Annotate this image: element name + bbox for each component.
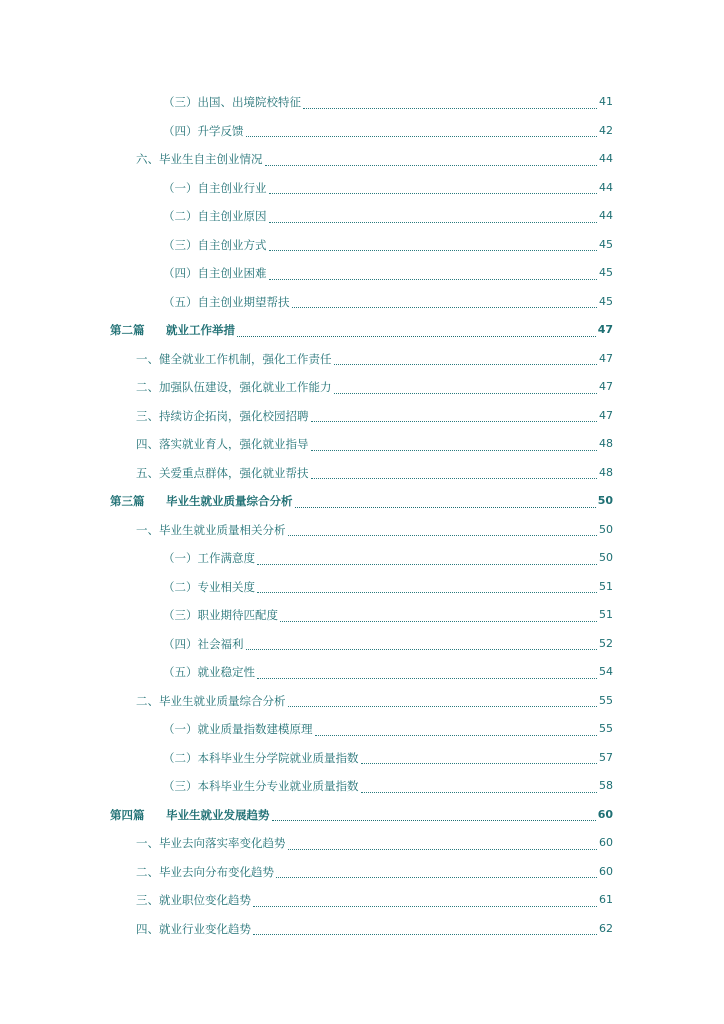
toc-entry-title: （五）自主创业期望帮扶	[163, 294, 290, 309]
toc-page-number: 44	[599, 152, 613, 166]
toc-entry-title: 五、关爱重点群体，强化就业帮扶	[136, 465, 309, 480]
toc-entry[interactable]	[0, 145, 613, 174]
toc-entry[interactable]	[0, 772, 613, 801]
toc-entry[interactable]	[0, 288, 613, 317]
toc-entry[interactable]	[0, 915, 613, 944]
toc-entry[interactable]	[0, 516, 613, 545]
toc-entry-title: 一、健全就业工作机制，强化工作责任	[136, 351, 332, 366]
dot-leader	[237, 326, 596, 337]
dot-leader	[269, 183, 598, 194]
toc-entry-title	[110, 808, 270, 822]
toc-entry[interactable]	[0, 88, 613, 117]
toc-page-number: 47	[599, 351, 613, 365]
toc-page-number: 48	[599, 437, 613, 451]
toc-entry[interactable]	[0, 858, 613, 887]
toc-entry[interactable]	[0, 601, 613, 630]
toc-part-title: 毕业生就业发展趋势	[166, 807, 270, 822]
toc-page-number: 54	[599, 665, 613, 679]
toc-entry-title: （三）本科毕业生分专业就业质量指数	[163, 779, 359, 794]
toc-entry-title: 二、毕业去向分布变化趋势	[136, 864, 274, 879]
toc-part-title: 就业工作举措	[166, 323, 235, 338]
dot-leader	[295, 497, 596, 508]
toc-entry-title: （五）就业稳定性	[163, 665, 255, 680]
toc-entry-title: （二）自主创业原因	[163, 209, 267, 224]
toc-page-number: 44	[599, 209, 613, 223]
toc-page-number: 48	[599, 465, 613, 479]
dot-leader	[311, 440, 598, 451]
toc-entry[interactable]	[0, 117, 613, 146]
dot-leader	[257, 668, 597, 679]
toc-entry[interactable]	[0, 886, 613, 915]
toc-entry[interactable]	[0, 687, 613, 716]
toc-page-number: 45	[599, 294, 613, 308]
dot-leader	[257, 582, 597, 593]
toc-entry[interactable]	[0, 459, 613, 488]
toc-page-number: 62	[599, 921, 613, 935]
toc-page-number: 51	[599, 579, 613, 593]
toc-entry[interactable]	[0, 801, 613, 830]
toc-entry[interactable]	[0, 231, 613, 260]
dot-leader	[311, 411, 598, 422]
toc-entry[interactable]	[0, 630, 613, 659]
toc-entry-title	[110, 494, 293, 508]
toc-page-number: 47	[597, 323, 613, 337]
toc-entry-title: （四）自主创业困难	[163, 266, 267, 281]
toc-entry[interactable]	[0, 345, 613, 374]
dot-leader	[253, 924, 597, 935]
toc-entry-title: （三）出国、出境院校特征	[163, 95, 301, 110]
dot-leader	[288, 839, 598, 850]
toc-page-number: 60	[599, 836, 613, 850]
toc-page-number: 47	[599, 380, 613, 394]
toc-entry[interactable]	[0, 744, 613, 773]
dot-leader	[280, 611, 597, 622]
toc-part-number: 第二篇	[110, 323, 145, 338]
toc-entry-title: 四、就业行业变化趋势	[136, 921, 251, 936]
dot-leader	[269, 240, 598, 251]
toc-entry[interactable]	[0, 487, 613, 516]
dot-leader	[334, 383, 598, 394]
dot-leader	[276, 867, 597, 878]
dot-leader	[257, 554, 597, 565]
toc-part-number: 第四篇	[110, 807, 145, 822]
toc-entry[interactable]	[0, 316, 613, 345]
dot-leader	[288, 525, 598, 536]
dot-leader	[292, 297, 598, 308]
toc-page-number: 51	[599, 608, 613, 622]
toc-entry-title: 三、持续访企拓岗，强化校园招聘	[136, 408, 309, 423]
dot-leader	[246, 639, 598, 650]
toc-page-number: 50	[599, 522, 613, 536]
dot-leader	[334, 354, 598, 365]
toc-page-number: 41	[599, 95, 613, 109]
toc-entry-title: （一）就业质量指数建模原理	[163, 722, 313, 737]
dot-leader	[288, 696, 598, 707]
toc-entry[interactable]	[0, 259, 613, 288]
dot-leader	[311, 468, 598, 479]
toc-page-number: 60	[597, 807, 613, 821]
toc-page-number: 61	[599, 893, 613, 907]
toc-page-number: 44	[599, 180, 613, 194]
toc-entry-title: （三）自主创业方式	[163, 237, 267, 252]
toc-entry-title: 一、毕业去向落实率变化趋势	[136, 836, 286, 851]
dot-leader	[303, 98, 597, 109]
toc-entry[interactable]	[0, 658, 613, 687]
dot-leader	[315, 725, 598, 736]
toc-page-number: 55	[599, 693, 613, 707]
table-of-contents	[0, 88, 724, 943]
toc-page-number: 45	[599, 237, 613, 251]
dot-leader	[246, 126, 598, 137]
dot-leader	[272, 810, 596, 821]
toc-page-number: 58	[599, 779, 613, 793]
toc-entry-title: （一）工作满意度	[163, 551, 255, 566]
toc-entry-title: 一、毕业生就业质量相关分析	[136, 522, 286, 537]
toc-entry[interactable]	[0, 402, 613, 431]
toc-entry[interactable]	[0, 829, 613, 858]
toc-page-number: 55	[599, 722, 613, 736]
dot-leader	[361, 753, 598, 764]
toc-page-number: 57	[599, 750, 613, 764]
toc-page-number: 60	[599, 864, 613, 878]
toc-entry-title: （四）升学反馈	[163, 123, 244, 138]
toc-entry-title: （二）本科毕业生分学院就业质量指数	[163, 750, 359, 765]
toc-part-number: 第三篇	[110, 494, 145, 509]
toc-entry[interactable]	[0, 573, 613, 602]
dot-leader	[265, 155, 598, 166]
toc-entry[interactable]	[0, 174, 613, 203]
toc-entry[interactable]	[0, 430, 613, 459]
toc-entry-title: 六、毕业生自主创业情况	[136, 152, 263, 167]
toc-entry-title: （三）职业期待匹配度	[163, 608, 278, 623]
dot-leader	[253, 896, 597, 907]
toc-entry-title: 四、落实就业育人，强化就业指导	[136, 437, 309, 452]
toc-page-number: 42	[599, 123, 613, 137]
toc-page-number: 50	[599, 551, 613, 565]
toc-page-number: 50	[597, 494, 613, 508]
toc-page-number: 52	[599, 636, 613, 650]
toc-page-number: 45	[599, 266, 613, 280]
dot-leader	[269, 212, 598, 223]
toc-entry-title	[110, 323, 235, 337]
toc-entry-title: （二）专业相关度	[163, 579, 255, 594]
toc-entry[interactable]	[0, 202, 613, 231]
toc-entry-title: （四）社会福利	[163, 636, 244, 651]
toc-entry[interactable]	[0, 544, 613, 573]
toc-page-number: 47	[599, 408, 613, 422]
toc-entry-title: 三、就业职位变化趋势	[136, 893, 251, 908]
toc-entry-title: 二、加强队伍建设，强化就业工作能力	[136, 380, 332, 395]
toc-entry[interactable]	[0, 715, 613, 744]
toc-part-title: 毕业生就业质量综合分析	[166, 494, 293, 509]
toc-entry-title: 二、毕业生就业质量综合分析	[136, 693, 286, 708]
dot-leader	[269, 269, 598, 280]
dot-leader	[361, 782, 598, 793]
toc-entry-title: （一）自主创业行业	[163, 180, 267, 195]
toc-entry[interactable]	[0, 373, 613, 402]
